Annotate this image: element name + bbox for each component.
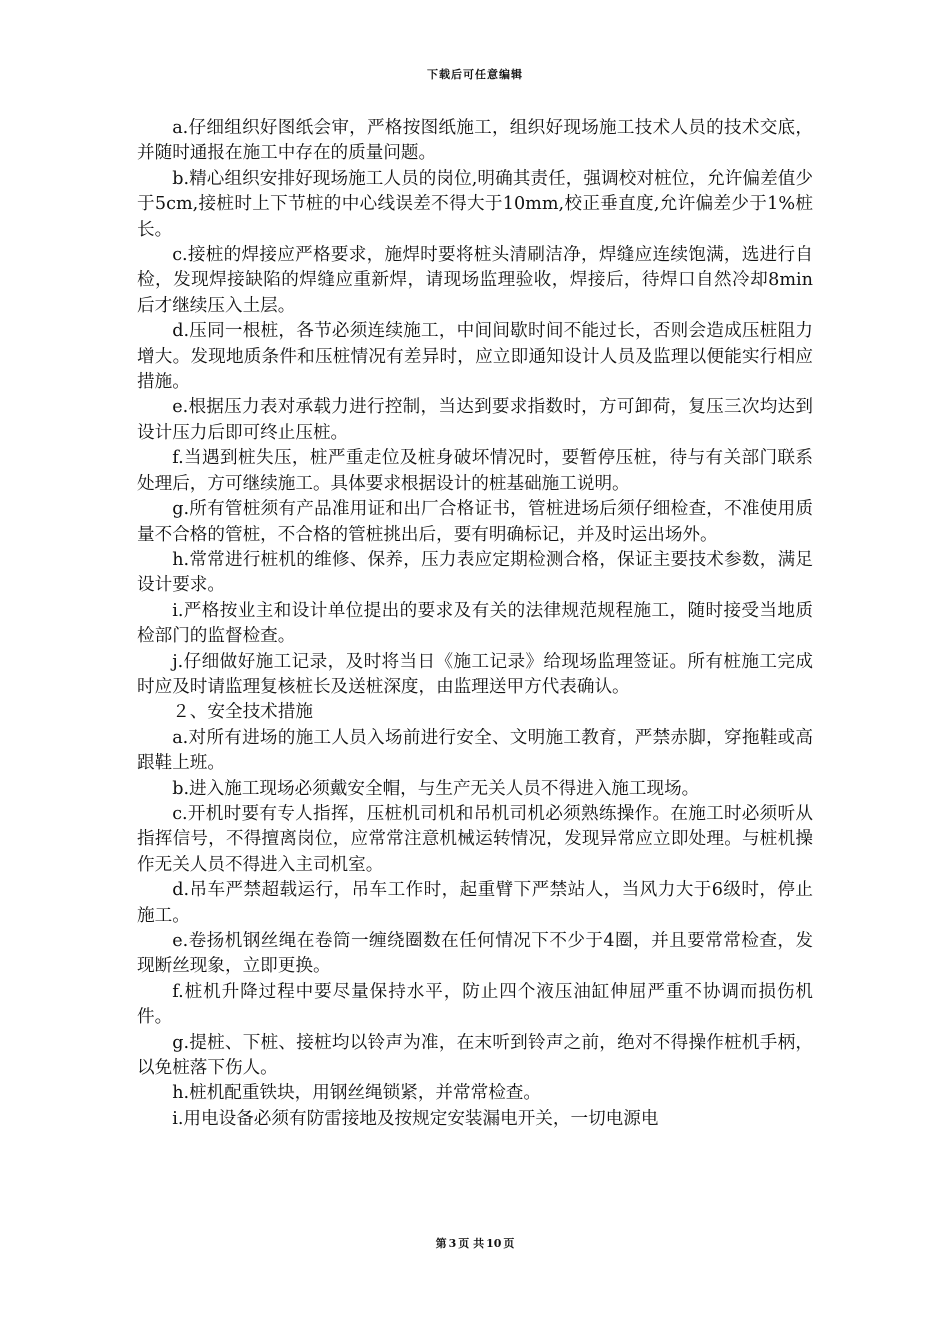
paragraph: a.对所有进场的施工人员入场前进行安全、文明施工教育，严禁赤脚，穿拖鞋或高跟鞋上班。 [137,727,813,774]
paragraph: h.常常进行桩机的维修、保养，压力表应定期检测合格，保证主要技术参数，满足设计要求。 [137,549,813,596]
paragraph: d.压同一根桩，各节必须连续施工，中间间歇时间不能过长，否则会造成压桩阻力增大。发现地质条件和压桩情况有差异时，应立即通知设计人员及监理以便能实行相应措施。 [137,321,813,393]
page-number: 3 [448,1237,457,1250]
page-footer [0,1235,950,1251]
paragraph: b.精心组织安排好现场施工人员的岗位,明确其责任，强调校对桩位，允许偏差值少于5cm,接桩时上下节桩的中心线误差不得大于10mm,校正垂直度,允许偏差少于1%桩长。 [137,168,813,240]
paragraph: i.严格按业主和设计单位提出的要求及有关的法律规范规程施工，随时接受当地质检部门的监督检查。 [137,600,813,647]
footer-suffix: 页 [503,1237,515,1250]
paragraph: f.桩机升降过程中要尽量保持水平，防止四个液压油缸伸屈严重不协调而损伤机件。 [137,981,813,1028]
paragraph: a.仔细组织好图纸会审，严格按图纸施工，组织好现场施工技术人员的技术交底，并随时通报在施工中存在的质量问题。 [137,118,813,164]
paragraph: e.卷扬机钢丝绳在卷筒一缠绕圈数在任何情况下不少于4圈，并且要常常检查，发现断丝现象，立即更换。 [137,931,813,977]
paragraph: i.用电设备必须有防雷接地及按规定安装漏电开关，一切电源电 [172,1108,659,1129]
paragraph: e.根据压力表对承载力进行控制，当达到要求指数时，方可卸荷，复压三次均达到设计压力后即可终止压桩。 [137,397,813,443]
page-header: 下载后可任意编辑 [427,68,523,81]
paragraph: c.接桩的焊接应严格要求，施焊时要将桩头清刷洁净，焊缝应连续饱满，选进行自检，发现焊接缺陷的焊缝应重新焊，请现场监理验收，焊接后，待焊口自然冷却8min后才继续压入土层。 [137,245,813,316]
document-body [137,116,813,1132]
paragraph: f.当遇到桩失压，桩严重走位及桩身破坏情况时，要暂停压桩，待与有关部门联系处理后，方可继续施工。具体要求根据设计的桩基础施工说明。 [137,448,813,494]
paragraph: h.桩机配重铁块，用钢丝绳锁紧，并常常检查。 [172,1083,541,1104]
paragraph: b.进入施工现场必须戴安全帽，与生产无关人员不得进入施工现场。 [172,778,700,799]
footer-prefix: 第 [435,1237,447,1250]
footer-middle: 页 共 [458,1237,485,1250]
paragraph: c.开机时要有专人指挥，压桩机司机和吊机司机必须熟练操作。在施工时必须听从指挥信号，不得擅离岗位，应常常注意机械运转情况，发现异常应立即处理。与桩机操作无关人员不得进入主司机室。 [137,803,813,875]
section-heading: ２、安全技术措施 [172,702,313,723]
paragraph: d.吊车严禁超载运行，吊车工作时，起重臂下严禁站人，当风力大于6级时，停止施工。 [137,880,813,926]
paragraph: j.仔细做好施工记录，及时将当日《施工记录》给现场监理签证。所有桩施工完成时应及时请监理复核桩长及送桩深度，由监理送甲方代表确认。 [137,651,813,697]
paragraph: g.所有管桩须有产品准用证和出厂合格证书，管桩进场后须仔细检查，不准使用质量不合格的管桩，不合格的管桩挑出后，要有明确标记，并及时运出场外。 [137,499,813,545]
paragraph: g.提桩、下桩、接桩均以铃声为准，在末听到铃声之前，绝对不得操作桩机手柄，以免桩落下伤人。 [137,1032,813,1079]
total-pages: 10 [486,1237,502,1250]
